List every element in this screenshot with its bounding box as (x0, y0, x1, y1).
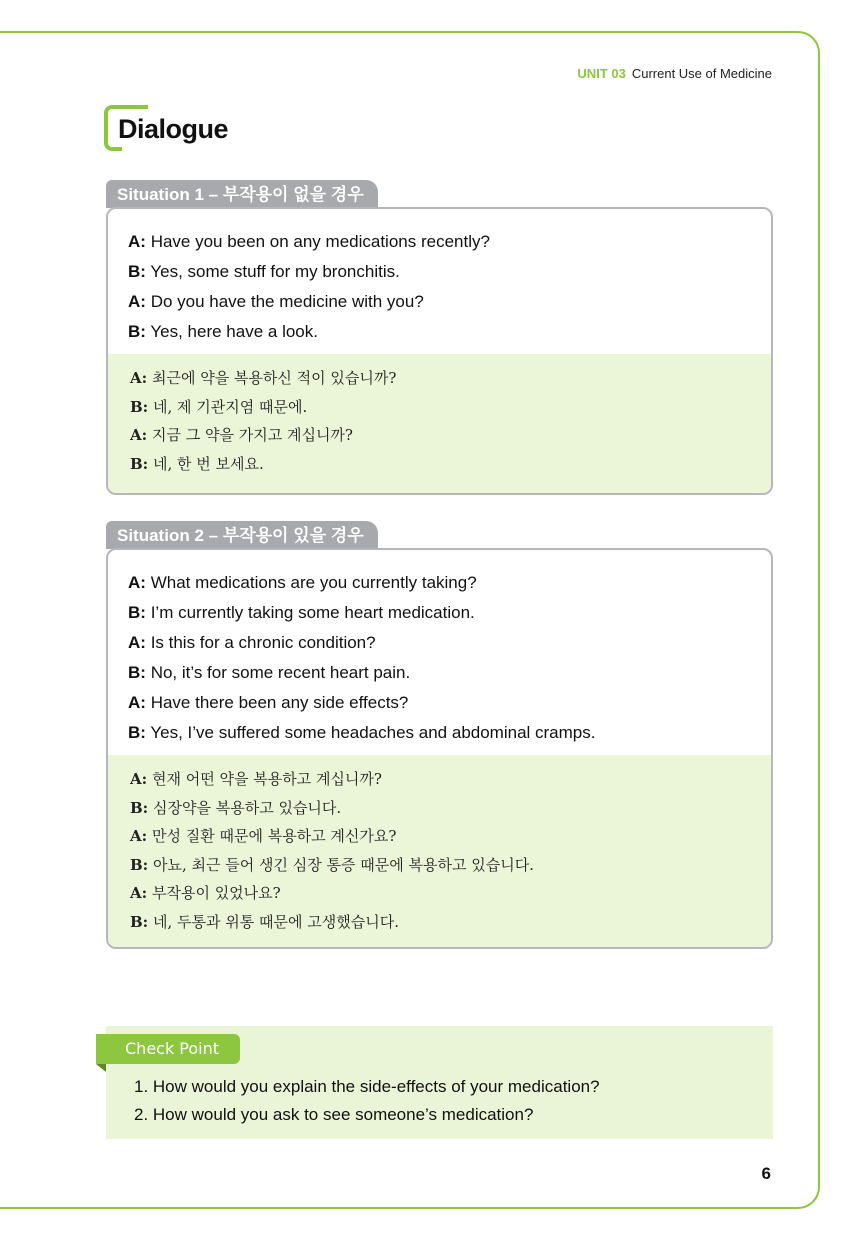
check-point-question: 2. How would you ask to see someone’s medication? (134, 1105, 534, 1124)
speaker-label: A: (130, 884, 148, 903)
translation-text: 현재 어떤 약을 복용하고 계십니까? (151, 770, 382, 788)
dialogue-line (128, 718, 751, 748)
check-point-label: Check Point (96, 1034, 240, 1064)
translation-line (130, 421, 749, 450)
check-point-question: 1. How would you explain the side-effects of your medication? (134, 1077, 600, 1096)
translation-text: 네, 제 기관지염 때문에. (153, 397, 308, 416)
translation-line (130, 822, 749, 851)
dialogue-text: Yes, some stuff for my bronchitis. (150, 262, 400, 281)
translation-line (130, 879, 749, 908)
heading-bracket-top (118, 105, 148, 109)
speaker-label: A: (130, 770, 148, 788)
dialogue-text: Have you been on any medications recently? (150, 232, 490, 251)
unit-title: Current Use of Medicine (631, 66, 772, 81)
dialogue-text: Yes, I’ve suffered some headaches and abdominal cramps. (150, 723, 596, 742)
translation-text: 네, 두통과 위통 때문에 고생했습니다. (153, 912, 399, 931)
translation-line (130, 765, 749, 794)
check-point-questions (134, 1073, 600, 1129)
check-point-panel (106, 1026, 773, 1139)
dialogue-text: Do you have the medicine with you? (150, 292, 424, 311)
speaker-label: B: (128, 603, 146, 622)
dialogue-text: Have there been any side effects? (150, 693, 409, 712)
speaker-label: A: (128, 573, 146, 592)
english-dialogue (108, 550, 771, 750)
speaker-label: A: (130, 426, 148, 445)
dialogue-line (128, 227, 751, 257)
translation-line (130, 450, 749, 479)
speaker-label: B: (130, 912, 149, 931)
situation-2-tab: Situation 2 – 부작용이 있을 경우 (106, 521, 378, 549)
dialogue-line (128, 257, 751, 287)
check-point-tab-fold (96, 1064, 106, 1072)
speaker-label: B: (130, 855, 149, 874)
situation-1-tab: Situation 1 – 부작용이 없을 경우 (106, 180, 378, 208)
speaker-label: A: (128, 292, 146, 311)
dialogue-text: Is this for a chronic condition? (150, 633, 376, 652)
dialogue-text: What medications are you currently taking? (150, 573, 477, 592)
page-title: Dialogue (118, 114, 229, 144)
translation-text: 아뇨, 최근 들어 생긴 심장 통증 때문에 복용하고 있습니다. (153, 855, 534, 874)
speaker-label: B: (130, 798, 149, 817)
korean-translation (108, 755, 771, 947)
speaker-label: A: (130, 369, 148, 387)
speaker-label: A: (128, 633, 146, 652)
situation-1-box (106, 207, 773, 495)
speaker-label: B: (130, 397, 149, 416)
dialogue-text: No, it’s for some recent heart pain. (150, 663, 411, 682)
speaker-label: B: (128, 262, 146, 281)
speaker-label: B: (128, 723, 146, 742)
speaker-label: B: (128, 663, 146, 682)
translation-text: 최근에 약을 복용하신 적이 있습니까? (151, 369, 397, 387)
unit-label: UNIT 03 (577, 66, 626, 81)
dialogue-line (128, 598, 751, 628)
situation-2-box (106, 548, 773, 949)
translation-line (130, 393, 749, 422)
translation-line (130, 364, 749, 393)
translation-text: 부작용이 있었나요? (151, 884, 281, 903)
speaker-label: A: (128, 693, 146, 712)
speaker-label: A: (130, 827, 148, 846)
dialogue-line (128, 287, 751, 317)
dialogue-line (128, 568, 751, 598)
translation-text: 만성 질환 때문에 복용하고 계신가요? (151, 827, 397, 846)
speaker-label: A: (128, 232, 146, 251)
dialogue-line (128, 628, 751, 658)
dialogue-text: Yes, here have a look. (150, 322, 318, 341)
page-number: 6 (761, 1164, 771, 1183)
dialogue-line (128, 658, 751, 688)
dialogue-line (128, 317, 751, 347)
speaker-label: B: (128, 322, 146, 341)
translation-line (130, 851, 749, 880)
translation-text: 네, 한 번 보세요. (153, 454, 264, 473)
korean-translation (108, 354, 771, 493)
dialogue-line (128, 688, 751, 718)
translation-text: 지금 그 약을 가지고 계십니까? (151, 426, 353, 445)
unit-header (577, 66, 772, 81)
english-dialogue (108, 209, 771, 349)
dialogue-text: I’m currently taking some heart medication. (150, 603, 475, 622)
speaker-label: B: (130, 454, 149, 473)
translation-line (130, 908, 749, 937)
translation-line (130, 794, 749, 823)
translation-text: 심장약을 복용하고 있습니다. (153, 798, 342, 817)
